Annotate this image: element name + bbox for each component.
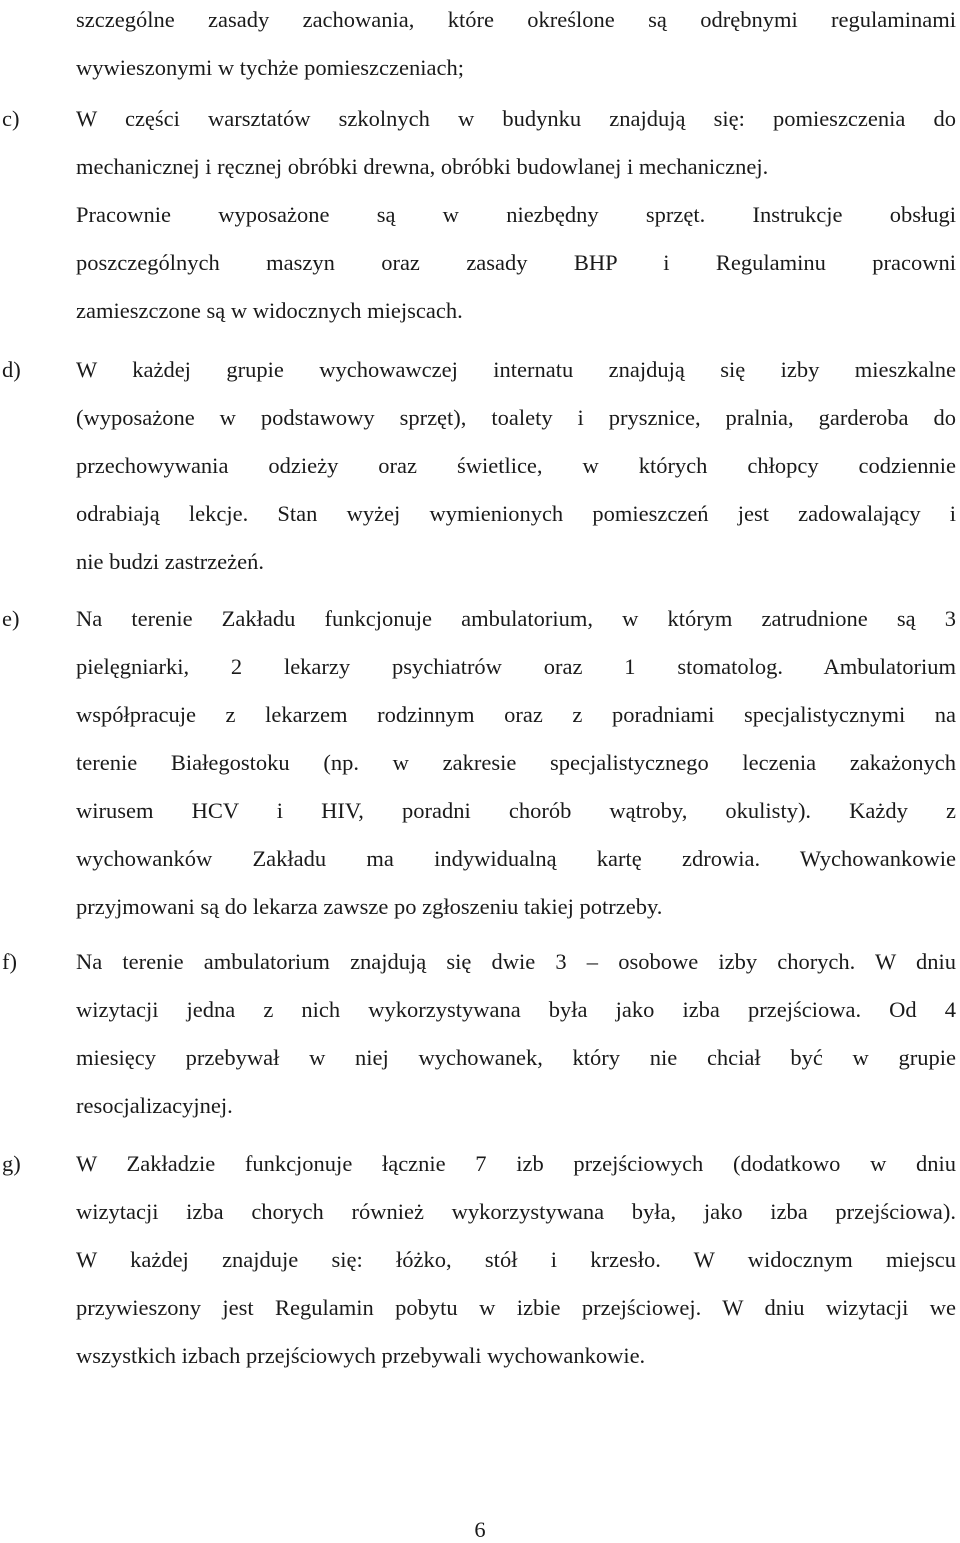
text-line: przywieszony jest Regulamin pobytu w izbie przejściowej. W dniu wizytacji we (76, 1295, 956, 1320)
list-item-text (76, 1140, 956, 1380)
text-line: (wyposażone w podstawowy sprzęt), toalety i prysznice, pralnia, garderoba do (76, 405, 956, 430)
text-line: przyjmowani są do lekarza zawsze po zgłoszeniu takiej potrzeby. (76, 894, 663, 919)
list-marker: d) (2, 357, 21, 382)
text-line: odrabiają lekcje. Stan wyżej wymienionych pomieszczeń jest zadowalający i (76, 501, 956, 526)
page-number: 6 (474, 1517, 486, 1542)
text-line: Na terenie ambulatorium znajdują się dwie 3 – osobowe izby chorych. W dniu (76, 949, 956, 974)
text-line: wizytacji jedna z nich wykorzystywana była jako izba przejściowa. Od 4 (76, 997, 956, 1022)
list-item-text (76, 346, 956, 586)
text-line: współpracuje z lekarzem rodzinnym oraz z poradniami specjalistycznymi na (76, 702, 956, 727)
text-line: Pracownie wyposażone są w niezbędny sprzęt. Instrukcje obsługi (76, 202, 956, 227)
text-line: nie budzi zastrzeżeń. (76, 549, 265, 574)
text-line: W Zakładzie funkcjonuje łącznie 7 izb przejściowych (dodatkowo w dniu (76, 1151, 956, 1176)
text-line: terenie Białegostoku (np. w zakresie specjalistycznego leczenia zakażonych (76, 750, 956, 775)
text-line: W każdej znajduje się: łóżko, stół i krzesło. W widocznym miejscu (76, 1247, 956, 1272)
list-marker: g) (2, 1151, 21, 1176)
text-line: wirusem HCV i HIV, poradni chorób wątroby, okulisty). Każdy z (76, 798, 956, 823)
text-line: pielęgniarki, 2 lekarzy psychiatrów oraz 1 stomatolog. Ambulatorium (76, 654, 956, 679)
list-marker: c) (2, 106, 20, 131)
text-line: W części warsztatów szkolnych w budynku znajdują się: pomieszczenia do (76, 106, 956, 131)
text-line: przechowywania odzieży oraz świetlice, w których chłopcy codziennie (76, 453, 956, 478)
list-item-text (76, 95, 956, 335)
list-marker: f) (2, 949, 17, 974)
text-line: miesięcy przebywał w niej wychowanek, który nie chciał być w grupie (76, 1045, 956, 1070)
text-line: wszystkich izbach przejściowych przebywali wychowankowie. (76, 1343, 646, 1368)
text-line: wychowanków Zakładu ma indywidualną kartę zdrowia. Wychowankowie (76, 846, 956, 871)
list-marker: e) (2, 606, 20, 631)
text-line: wywieszonymi w tychże pomieszczeniach; (76, 55, 464, 80)
text-line: wizytacji izba chorych również wykorzystywana była, jako izba przejściowa). (76, 1199, 956, 1224)
text-line: mechanicznej i ręcznej obróbki drewna, obróbki budowlanej i mechanicznej. (76, 154, 769, 179)
list-item-text (76, 938, 956, 1130)
continuation-paragraph (76, 0, 956, 92)
text-line: resocjalizacyjnej. (76, 1093, 233, 1118)
text-line: poszczególnych maszyn oraz zasady BHP i Regulaminu pracowni (76, 250, 956, 275)
text-line: W każdej grupie wychowawczej internatu znajdują się izby mieszkalne (76, 357, 956, 382)
text-line: zamieszczone są w widocznych miejscach. (76, 298, 463, 323)
text-line: szczególne zasady zachowania, które określone są odrębnymi regulaminami (76, 7, 956, 32)
text-line: Na terenie Zakładu funkcjonuje ambulatorium, w którym zatrudnione są 3 (76, 606, 956, 631)
list-item-text (76, 595, 956, 931)
